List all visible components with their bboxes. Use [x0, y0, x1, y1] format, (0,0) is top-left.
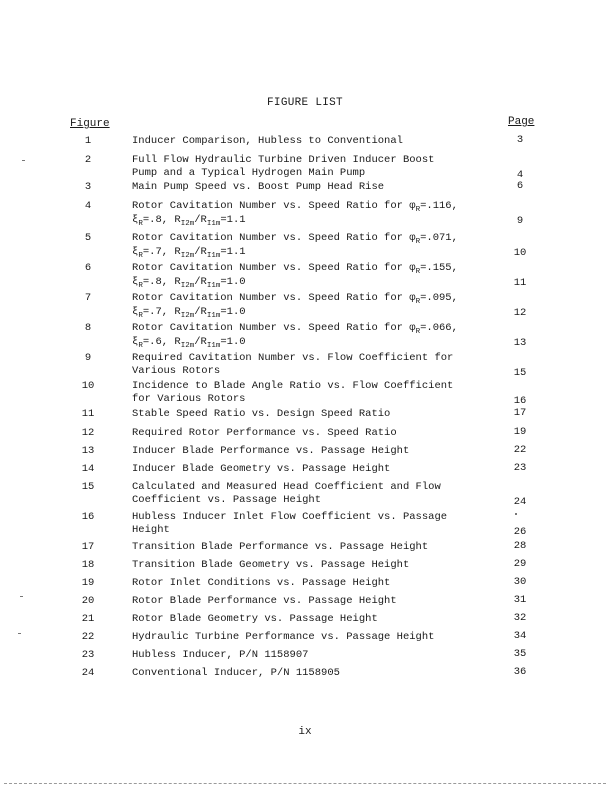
caption-line-1: Rotor Blade Performance vs. Passage Height — [132, 595, 397, 607]
figure-number: 16 — [81, 511, 95, 523]
page-number-ref: 24 — [513, 496, 527, 508]
figure-caption — [132, 613, 512, 626]
comma: , — [451, 322, 458, 334]
equals: = — [220, 213, 227, 226]
phi-value: .095 — [426, 292, 452, 304]
r-symbol: R — [200, 275, 207, 288]
equals: = — [420, 232, 427, 244]
caption-line-2: for Various Rotors — [132, 392, 246, 405]
figure-caption — [132, 232, 512, 259]
page-number-ref: 31 — [513, 594, 527, 606]
figure-number: 12 — [81, 427, 95, 439]
page-column-header: Page — [508, 116, 535, 128]
subscript: R — [138, 341, 143, 350]
figure-number: 19 — [81, 577, 95, 589]
phi-symbol: φ — [409, 292, 416, 304]
subscript: R — [138, 219, 143, 228]
figure-caption — [132, 135, 512, 148]
equals: = — [142, 335, 150, 348]
page-number-ref: 26 — [513, 526, 527, 538]
figure-caption — [132, 262, 512, 289]
equals: = — [142, 275, 150, 288]
figure-number: 11 — [81, 408, 95, 420]
figure-caption — [132, 380, 512, 405]
figure-number: 3 — [84, 181, 92, 193]
subscript: R — [415, 298, 421, 306]
caption-line-1: Transition Blade Geometry vs. Passage Height — [132, 559, 410, 571]
caption-line-1 — [132, 322, 512, 336]
subscript: R — [415, 268, 421, 276]
caption-line-1 — [132, 200, 512, 214]
subscript: I1m — [206, 281, 221, 290]
comma: , — [451, 232, 458, 244]
equals: = — [420, 322, 427, 334]
figure-number: 21 — [81, 613, 95, 625]
caption-line-1: Hubless Inducer, P/N 1158907 — [132, 649, 309, 661]
scan-speck — [18, 633, 21, 634]
caption-line-1: Stable Speed Ratio vs. Design Speed Ratio — [132, 408, 391, 420]
subscript: I1m — [206, 341, 221, 350]
figure-number: 2 — [84, 154, 92, 166]
figure-number: 24 — [81, 667, 95, 679]
caption-line-2: Various Rotors — [132, 364, 221, 377]
caption-line-1: Rotor Blade Geometry vs. Passage Height — [132, 613, 378, 625]
figure-caption — [132, 292, 512, 319]
xi-value: .8 — [149, 275, 162, 288]
subscript: I2m — [180, 311, 195, 320]
phi-symbol: φ — [409, 262, 416, 274]
caption-text: Rotor Cavitation Number vs. Speed Ratio for — [132, 292, 410, 304]
figure-number: 20 — [81, 595, 95, 607]
page-title: FIGURE LIST — [267, 97, 343, 109]
figure-caption — [132, 667, 512, 680]
caption-line-2: Coefficient vs. Passage Height — [132, 493, 322, 506]
caption-line-1: Rotor Inlet Conditions vs. Passage Height — [132, 577, 391, 589]
figure-caption — [132, 427, 512, 440]
scan-edge-line — [4, 783, 606, 784]
page-number-ref: 29 — [513, 558, 527, 570]
caption-line-2 — [132, 336, 512, 350]
xi-symbol: ξ — [132, 335, 139, 348]
comma: , — [451, 200, 458, 212]
equals: = — [220, 275, 227, 288]
page-number-ref: 3 — [516, 134, 524, 146]
r-value: 1.1 — [226, 245, 246, 258]
caption-text: Rotor Cavitation Number vs. Speed Ratio for — [132, 262, 410, 274]
figure-caption — [132, 595, 512, 608]
figure-number: 7 — [84, 292, 92, 304]
equals: = — [142, 305, 150, 318]
figure-caption — [132, 463, 512, 476]
scan-speck — [515, 513, 517, 515]
caption-line-1: Required Cavitation Number vs. Flow Coefficient for — [132, 352, 454, 364]
xi-value: .7 — [149, 305, 162, 318]
caption-line-1: Incidence to Blade Angle Ratio vs. Flow Coefficient — [132, 380, 454, 392]
figure-caption — [132, 559, 512, 572]
figure-caption — [132, 200, 512, 227]
slash: / — [194, 213, 201, 226]
caption-line-1: Conventional Inducer, P/N 1158905 — [132, 667, 340, 679]
equals: = — [220, 245, 227, 258]
subscript: I2m — [180, 341, 195, 350]
equals: = — [142, 245, 150, 258]
figure-caption — [132, 541, 512, 554]
subscript: R — [415, 238, 421, 246]
page-number-ref: 10 — [513, 247, 527, 259]
slash: / — [194, 305, 201, 318]
r-symbol: R — [200, 335, 207, 348]
comma: , — [161, 335, 169, 348]
page-number-ref: 35 — [513, 648, 527, 660]
comma: , — [161, 275, 169, 288]
caption-line-1: Transition Blade Performance vs. Passage Height — [132, 541, 429, 553]
figure-number: 22 — [81, 631, 95, 643]
comma: , — [161, 213, 169, 226]
xi-value: .8 — [149, 213, 162, 226]
phi-symbol: φ — [409, 232, 416, 244]
subscript: R — [415, 206, 421, 214]
figure-number: 23 — [81, 649, 95, 661]
r-symbol: R — [174, 275, 181, 288]
phi-symbol: φ — [409, 322, 416, 334]
figure-number: 6 — [84, 262, 92, 274]
comma: , — [451, 292, 458, 304]
page-number-ref: 28 — [513, 540, 527, 552]
figure-caption — [132, 408, 512, 421]
caption-line-2 — [132, 306, 512, 320]
phi-value: .116 — [426, 200, 452, 212]
figure-caption — [132, 322, 512, 349]
caption-line-1: Main Pump Speed vs. Boost Pump Head Rise — [132, 181, 385, 193]
slash: / — [194, 245, 201, 258]
caption-line-1 — [132, 232, 512, 246]
caption-line-2: Height — [132, 523, 170, 536]
figure-caption — [132, 154, 512, 179]
caption-line-1: Inducer Blade Geometry vs. Passage Height — [132, 463, 391, 475]
caption-text: Rotor Cavitation Number vs. Speed Ratio for — [132, 322, 410, 334]
scan-speck — [22, 160, 25, 161]
r-symbol: R — [174, 305, 181, 318]
figure-number: 13 — [81, 445, 95, 457]
equals: = — [420, 262, 427, 274]
figure-number: 4 — [84, 200, 92, 212]
slash: / — [194, 335, 201, 348]
caption-line-1: Calculated and Measured Head Coefficient and Flow — [132, 481, 441, 493]
figure-number: 5 — [84, 232, 92, 244]
figure-number: 15 — [81, 481, 95, 493]
slash: / — [194, 275, 201, 288]
phi-value: .155 — [426, 262, 452, 274]
page-number-ref: 22 — [513, 444, 527, 456]
xi-symbol: ξ — [132, 275, 139, 288]
caption-line-1: Hubless Inducer Inlet Flow Coefficient vs. Passage — [132, 511, 448, 523]
xi-symbol: ξ — [132, 245, 139, 258]
figure-caption — [132, 649, 512, 662]
page-number-ref: 30 — [513, 576, 527, 588]
subscript: R — [415, 328, 421, 336]
phi-value: .066 — [426, 322, 452, 334]
caption-line-1: Inducer Blade Performance vs. Passage Height — [132, 445, 410, 457]
caption-line-1: Inducer Comparison, Hubless to Conventional — [132, 135, 403, 147]
comma: , — [161, 305, 169, 318]
subscript: I1m — [206, 311, 221, 320]
comma: , — [161, 245, 169, 258]
equals: = — [420, 292, 427, 304]
subscript: I2m — [180, 281, 195, 290]
subscript: I1m — [206, 251, 221, 260]
r-symbol: R — [200, 245, 207, 258]
page-number-ref: 11 — [513, 277, 527, 289]
r-symbol: R — [174, 335, 181, 348]
figure-number: 17 — [81, 541, 95, 553]
figure-caption — [132, 577, 512, 590]
r-symbol: R — [174, 213, 181, 226]
subscript: I1m — [206, 219, 221, 228]
page-number-ref: 17 — [513, 407, 527, 419]
equals: = — [420, 200, 427, 212]
r-value: 1.0 — [226, 335, 246, 348]
r-value: 1.0 — [226, 275, 246, 288]
page-number-ref: 19 — [513, 426, 527, 438]
page-number-ref: 23 — [513, 462, 527, 474]
page-number-ref: 9 — [516, 215, 524, 227]
figure-caption — [132, 181, 512, 194]
figure-number: 14 — [81, 463, 95, 475]
r-symbol: R — [174, 245, 181, 258]
caption-line-2 — [132, 246, 512, 260]
equals: = — [220, 335, 227, 348]
comma: , — [451, 262, 458, 274]
figure-caption — [132, 481, 512, 506]
figure-number: 18 — [81, 559, 95, 571]
caption-text: Rotor Cavitation Number vs. Speed Ratio for — [132, 232, 410, 244]
page-number-ref: 13 — [513, 337, 527, 349]
phi-value: .071 — [426, 232, 452, 244]
equals: = — [142, 213, 150, 226]
page-number-ref: 16 — [513, 395, 527, 407]
r-symbol: R — [200, 213, 207, 226]
page-number: ix — [298, 726, 312, 738]
figure-number: 9 — [84, 352, 92, 364]
page-number-ref: 15 — [513, 367, 527, 379]
caption-line-1: Required Rotor Performance vs. Speed Ratio — [132, 427, 397, 439]
equals: = — [220, 305, 227, 318]
r-symbol: R — [200, 305, 207, 318]
figure-column-header: Figure — [70, 118, 110, 130]
caption-line-1 — [132, 262, 512, 276]
subscript: R — [138, 311, 143, 320]
caption-line-2 — [132, 214, 512, 228]
figure-caption — [132, 352, 512, 377]
caption-line-2 — [132, 276, 512, 290]
caption-line-2: Pump and a Typical Hydrogen Main Pump — [132, 166, 366, 179]
subscript: I2m — [180, 251, 195, 260]
xi-symbol: ξ — [132, 305, 139, 318]
caption-line-1: Hydraulic Turbine Performance vs. Passage Height — [132, 631, 435, 643]
caption-line-1: Full Flow Hydraulic Turbine Driven Inducer Boost — [132, 154, 435, 166]
figure-caption — [132, 511, 512, 536]
subscript: R — [138, 281, 143, 290]
r-value: 1.1 — [226, 213, 246, 226]
phi-symbol: φ — [409, 200, 416, 212]
subscript: R — [138, 251, 143, 260]
figure-number: 10 — [81, 380, 95, 392]
page-number-ref: 34 — [513, 630, 527, 642]
page-number-ref: 6 — [516, 180, 524, 192]
figure-number: 1 — [84, 135, 92, 147]
page-number-ref: 4 — [516, 169, 524, 181]
caption-line-1 — [132, 292, 512, 306]
xi-value: .7 — [149, 245, 162, 258]
figure-number: 8 — [84, 322, 92, 334]
scan-speck — [20, 596, 23, 597]
xi-value: .6 — [149, 335, 162, 348]
r-value: 1.0 — [226, 305, 246, 318]
page-number-ref: 32 — [513, 612, 527, 624]
page-number-ref: 12 — [513, 307, 527, 319]
figure-caption — [132, 445, 512, 458]
figure-caption — [132, 631, 512, 644]
caption-text: Rotor Cavitation Number vs. Speed Ratio for — [132, 200, 410, 212]
xi-symbol: ξ — [132, 213, 139, 226]
page-number-ref: 36 — [513, 666, 527, 678]
subscript: I2m — [180, 219, 195, 228]
